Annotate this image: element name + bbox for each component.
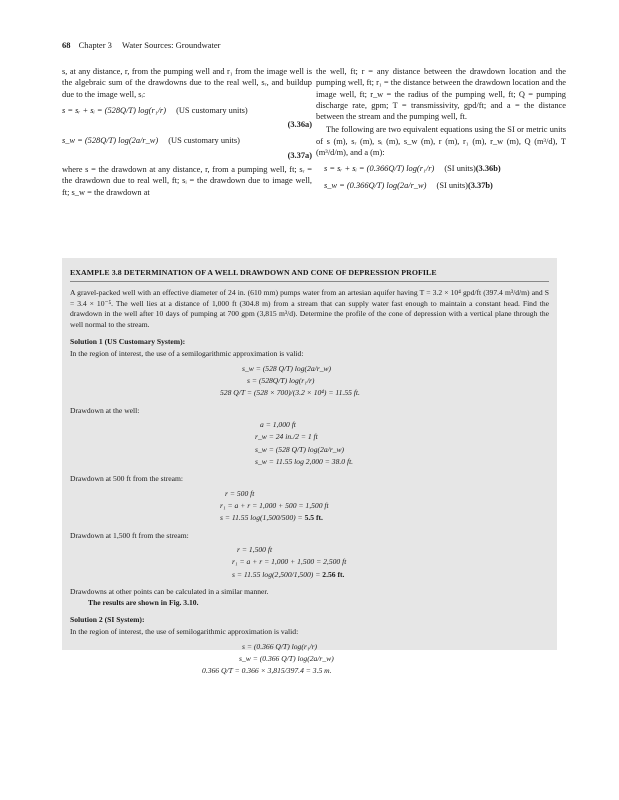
equation-line: s_w = 11.55 log 2,000 = 38.0 ft. (255, 457, 354, 467)
solution-2-heading: Solution 2 (SI System): (70, 614, 145, 624)
equation-line: 528 Q/T = (528 × 700)/(3.2 × 10⁴) = 11.55 ft. (220, 388, 360, 398)
equation-line: s = (528Q/T) log(r₁/r) (247, 376, 315, 386)
solution-1-heading: Solution 1 (US Customary System): (70, 337, 186, 347)
solution-1-intro: In the region of interest, the use of a semilogarithmic approximation is valid: (70, 349, 304, 359)
drawdown-500ft-equations (70, 488, 549, 525)
equation-line: a = 1,000 ft (260, 420, 296, 430)
equation-3-37b-number: (3.37b) (467, 180, 493, 190)
equation-line (220, 512, 549, 524)
chapter-label: Chapter 3 (78, 40, 112, 50)
section-label: Water Sources: Groundwater (122, 40, 221, 50)
equation-line: s_w = (528 Q/T) log(2a/r_w) (242, 363, 332, 373)
running-header (62, 40, 221, 50)
equation-3-37b-formula: s_w = (0.366Q/T) log(2a/r_w) (324, 180, 427, 190)
results-reference: The results are shown in Fig. 3.10. (88, 598, 199, 608)
equation-3-37a-units: (US customary units) (168, 136, 240, 146)
result-value: 2.56 ft. (322, 569, 345, 579)
example-title-rule (70, 281, 549, 282)
solution-1-equations (70, 363, 549, 400)
page-number: 68 (62, 40, 71, 50)
left-paragraph-2: where s = the drawdown at any distance, r, from a pumping well, ft; sᵣ = the drawdown due to real well, ft; sᵢ = the drawdown due to image well, ft; s_w = the drawdown at (62, 165, 312, 197)
equation-line: r₁ = a + r = 1,000 + 500 = 1,500 ft (220, 501, 329, 511)
equation-3-37a-formula: s_w = (528Q/T) log(2a/r_w) (62, 136, 159, 146)
equation-3-36a (62, 105, 312, 116)
equation-3-37a-number: (3.37a) (287, 150, 312, 160)
solution-2-equations (70, 641, 549, 678)
equation-3-36a-number: (3.36a) (287, 120, 312, 130)
equation-line: s_w = (528 Q/T) log(2a/r_w) (255, 444, 345, 454)
drawdown-1500ft-equations (70, 544, 549, 581)
equation-3-36b (316, 163, 566, 174)
equation-line: s_w = (0.366 Q/T) log(2a/r_w) (239, 653, 334, 663)
right-paragraph-2: The following are two equivalent equations using the SI or metric units of s (m), sᵣ (m), sᵢ (m), s_w (m), r (m), r₁ (m), r_w (m), Q (m³/d), T (m³/d/m), and a (m): (316, 125, 566, 158)
equation-3-37b (316, 180, 566, 191)
equation-line: r_w = 24 in./2 = 1 ft (255, 432, 318, 442)
example-problem-statement: A gravel-packed well with an effective diameter of 24 in. (610 mm) pumps water from an artesian aquifer having T = 3.2 × 10⁴ gpd/ft (397.4 m³/d/m) and S = 3.4 × 10⁻⁵. The well lies at a distance of 1,000 ft (304.8 m) from a stream that can supply water fast enough to maintain a constant head. Find the drawdown in the well after 10 days of pumping at 700 gpm (3,815 m³/d). Determine the profile of the cone of depression with a vertical plane through the well normal to the stream. (70, 288, 549, 329)
equation-3-36b-formula: s = sᵣ + sᵢ = (0.366Q/T) log(r₁/r) (324, 164, 435, 174)
equation-line: r₁ = a + r = 1,000 + 1,500 = 2,500 ft (232, 557, 347, 567)
equation-3-37b-units: (SI units) (436, 180, 468, 190)
equation-line: r = 500 ft (225, 488, 255, 498)
equation-line: 0.366 Q/T = 0.366 × 3,815/397.4 = 3.5 m. (202, 666, 332, 676)
result-value: 5.5 ft. (304, 513, 323, 523)
right-paragraph-1: the well, ft; r = any distance between the drawdown location and the pumping well, ft; r₁ = the distance between the drawdown location and the image well, ft; r_w = the radius of the pumping well, ft; Q = pumping discharge rate, gpm; T = transmissivity, gpd/ft; and a = the distance between the stream and the pumping well, ft. (316, 67, 566, 122)
left-paragraph-1: s, at any distance, r, from the pumping well and r₁ from the image well is the algebraic sum of the drawdowns due to the real well, sᵣ, and buildup due to the image well, sᵢ: (62, 67, 312, 99)
equation-line: r = 1,500 ft (237, 545, 273, 555)
equation-3-36a-formula: s = sᵣ + sᵢ = (528Q/T) log(r₁/r) (62, 105, 166, 115)
equation-3-36b-number: (3.36b) (475, 164, 501, 174)
left-column (62, 66, 312, 200)
equation-3-37a (62, 135, 312, 146)
solution-2-intro: In the region of interest, the use of semilogarithmic approximation is valid: (70, 627, 299, 637)
drawdown-at-well-label: Drawdown at the well: (70, 405, 140, 415)
equation-3-36b-units: (SI units) (444, 164, 476, 174)
right-column (316, 66, 566, 194)
equation-text: s = 11.55 log(1,500/500) = (220, 513, 305, 523)
drawdown-1500ft-label: Drawdown at 1,500 ft from the stream: (70, 530, 189, 540)
equation-line: s = (0.366 Q/T) log(r₁/r) (242, 641, 318, 651)
example-title: EXAMPLE 3.8 DETERMINATION OF A WELL DRAWDOWN AND CONE OF DEPRESSION PROFILE (70, 268, 437, 277)
equation-line (232, 569, 549, 581)
example-box (62, 258, 557, 676)
other-points-note: Drawdowns at other points can be calculated in a similar manner. (70, 586, 269, 596)
equation-3-36a-units: (US customary units) (176, 105, 248, 115)
drawdown-at-well-equations (70, 419, 549, 468)
equation-text: s = 11.55 log(2,500/1,500) = (232, 569, 323, 579)
drawdown-500ft-label: Drawdown at 500 ft from the stream: (70, 474, 184, 484)
